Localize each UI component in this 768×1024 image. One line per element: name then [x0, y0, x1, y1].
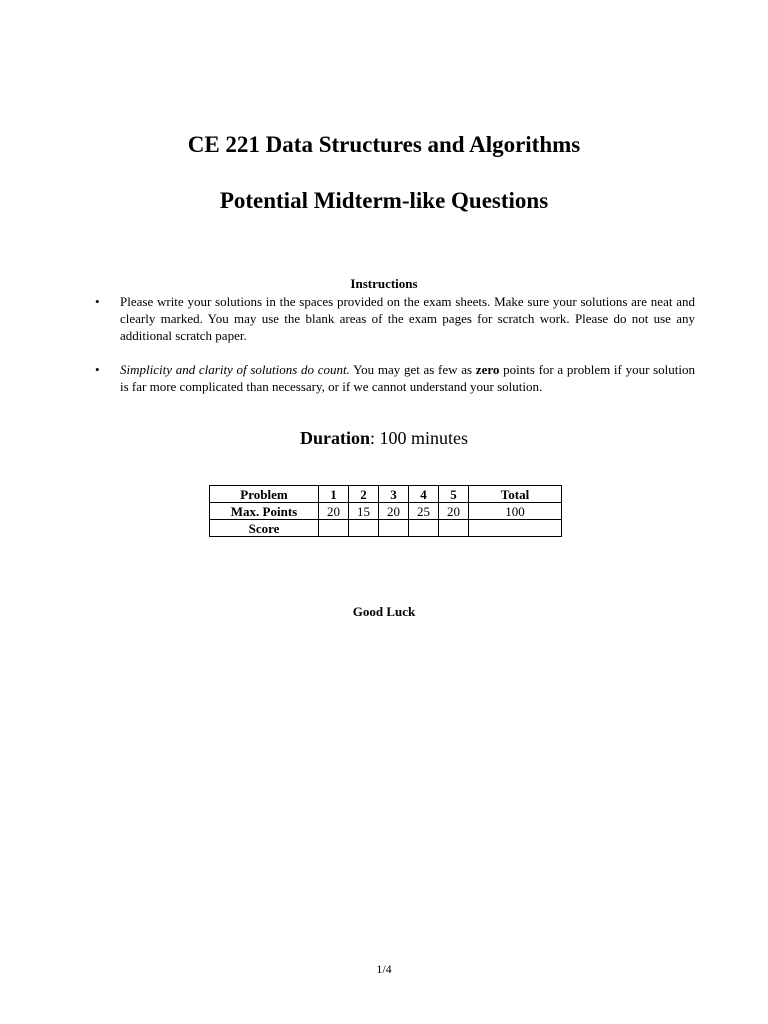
instruction-item — [95, 361, 695, 395]
duration-line — [0, 428, 768, 449]
score-entry-cell — [439, 520, 469, 537]
score-entry-cell — [319, 520, 349, 537]
instruction-text-part: points for a problem if your solution is far more complicated than necessary, or if we cannot understand your solution. — [120, 362, 696, 394]
instruction-text — [120, 362, 695, 394]
table-row — [210, 520, 562, 537]
bullet-icon: • — [95, 362, 100, 377]
score-entry-cell — [469, 520, 562, 537]
table-header-cell: Total — [469, 486, 562, 503]
bullet-icon: • — [95, 294, 100, 309]
table-header-cell: 1 — [319, 486, 349, 503]
table-header-cell: 3 — [379, 486, 409, 503]
table-cell: 20 — [439, 503, 469, 520]
good-luck-text: Good Luck — [352, 604, 416, 619]
table-cell: 20 — [319, 503, 349, 520]
score-entry-cell — [349, 520, 379, 537]
course-title: CE 221 Data Structures and Algorithms — [187, 132, 581, 157]
instructions-list — [95, 293, 695, 395]
table-header-cell: Problem — [210, 486, 319, 503]
score-entry-cell — [409, 520, 439, 537]
instruction-bold-word: zero — [475, 362, 500, 377]
table-row — [210, 486, 562, 503]
table-row — [210, 503, 562, 520]
score-table — [209, 485, 562, 537]
table-cell: 100 — [469, 503, 562, 520]
table-header-cell: 4 — [409, 486, 439, 503]
instruction-emphasis: Simplicity and clarity of solutions do count. — [120, 362, 350, 377]
score-entry-cell — [379, 520, 409, 537]
table-cell: 15 — [349, 503, 379, 520]
table-header-cell: 2 — [349, 486, 379, 503]
instruction-text: Please write your solutions in the spaces provided on the exam sheets. Make sure your solutions are neat and clearly marked. You may use the blank areas of the exam pages for scratch work. Please do not use any additional scratch paper. — [120, 294, 695, 343]
instructions-heading: Instructions — [350, 276, 418, 291]
table-row-label: Score — [210, 520, 319, 537]
page-number: 1/4 — [376, 962, 392, 976]
table-row-label: Max. Points — [210, 503, 319, 520]
duration-label: Duration — [299, 428, 370, 448]
table-header-cell: 5 — [439, 486, 469, 503]
table-cell: 20 — [379, 503, 409, 520]
duration-value: : 100 minutes — [370, 428, 468, 448]
instruction-text-part: You may get as few as — [349, 362, 476, 377]
document-subtitle: Potential Midterm-like Questions — [219, 188, 549, 213]
table-cell: 25 — [409, 503, 439, 520]
instruction-item — [95, 293, 695, 344]
